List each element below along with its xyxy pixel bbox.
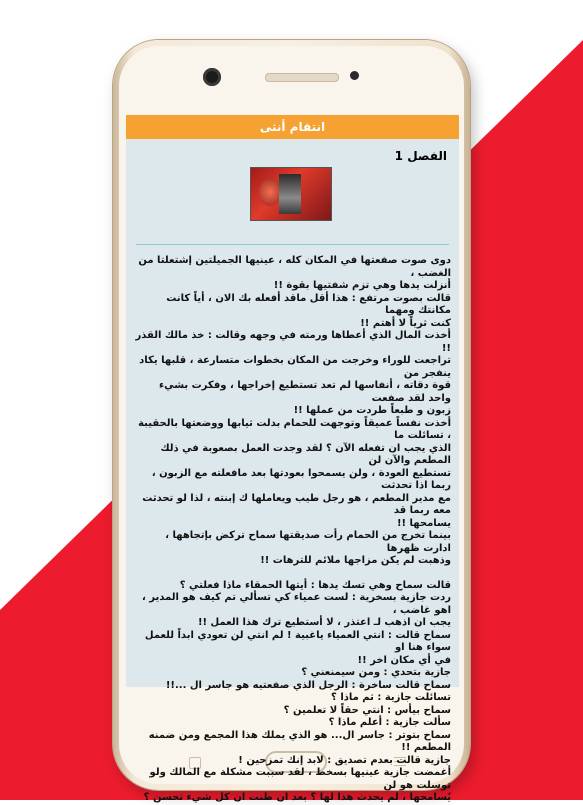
chapter-heading: الفصل 1 — [394, 149, 447, 163]
book-cover-image — [250, 167, 332, 221]
paragraph-gap — [134, 568, 451, 580]
cover-figure-art — [279, 174, 301, 214]
story-line: جازية بتحدي : ومن سيمنعني ؟ — [301, 667, 451, 678]
story-line: يُسامحها ، لم يحدث هذا لها ؟ بعد ان ظنت ان كل شيء تحسن ؟ — [143, 792, 451, 803]
story-line: سماح بيأس : انتي حقاً لا تعلمين ؟ — [283, 704, 451, 716]
story-line: سماح بتوتر : جاسر ال... هو الذي يملك هذا المجمع ومن ضمنه المطعم !! — [148, 729, 451, 753]
app-screen — [126, 115, 459, 803]
app-title: انتقام أنثى — [259, 120, 326, 134]
story-line: سماح قالت : انتي العمياء ياغبية ! لم انتي لن تعودي ابداً للعمل سواء هنا او — [144, 629, 451, 653]
reader-content[interactable] — [126, 139, 459, 803]
story-line: دوى صوت صفعتها في المكان كله ، عينيها الجميلتين إشتعلتا من الغضب ، — [138, 255, 451, 279]
proximity-sensor — [350, 71, 359, 80]
story-line: يجب ان اذهب لـ اعتذر ، لا أستطيع ترك هذا العمل !! — [197, 617, 451, 628]
story-line: جازية قالت بعدم تصديق : لابد إنك تمزحين ! — [238, 754, 451, 766]
story-line: تراجعت للوراء وخرجت من المكان بخطوات متسارعة ، قلبها يكاد ينفجر من — [139, 355, 451, 379]
story-text — [134, 255, 451, 805]
story-line: أنزلت يدها وهي تزم شفتيها بقوة !! — [273, 280, 451, 291]
story-line: أخذت نفساً عميقاً وتوجهت للحمام بدلت ثيابها ووضعتها بالحقيبة ، تسائلت ما — [138, 417, 451, 441]
front-camera-icon — [203, 68, 221, 86]
story-line: تسائلت جازية : ثم ماذا ؟ — [331, 692, 451, 703]
story-line: أخذت المال الذي أعطاها ورمته في وجهه وقالت : خذ مالك القذر !! — [135, 330, 451, 354]
divider-line — [136, 244, 449, 245]
story-line: كنت ثرياً لا أهتم !! — [360, 317, 451, 329]
story-line: الذي يجب ان تفعله الآن ؟ لقد وجدت العمل بصعوبة في ذلك المطعم والآن لن — [160, 442, 451, 466]
story-line: مع مدير المطعم ، هو رجل طيب ويعاملها ك إبنته ، لذا لو تحدثت معه ربما قد — [142, 492, 451, 516]
story-line: أغمضت جازية عينيها بسخط ، لقد سببت مشكلة مع المالك ولو توسلت هو لن — [149, 767, 451, 791]
story-line: قالت بصوت مرتفع : هذا أقل ماقد أفعله بك الان ، أياً كانت مكانتك ومهما — [166, 292, 451, 316]
story-line: يسامحها !! — [396, 517, 451, 529]
story-line: قالت سماح وهي تسك يدها : أيتها الحمقاء ماذا فعلتي ؟ — [179, 579, 451, 591]
story-line: تستطيع العودة ، ولن يسمحوا بعودتها بعد مافعلته مع الزبون ، ربما اذا تحدثت — [151, 467, 451, 491]
story-line: زبون و طبعاً طردت من عملها !! — [293, 405, 451, 416]
story-line: وذهبت لم يكن مزاجها ملائم للترهات !! — [260, 555, 451, 566]
story-line: ردت جازية بسخرية : لست عمياء كي تسألي تم كيف هو المدير ، اهو غاضب ، — [142, 592, 451, 616]
earpiece-speaker — [265, 73, 339, 82]
story-line: في أي مكان اخر !! — [357, 654, 451, 666]
story-line: سألت جازية : أعلم ماذا ؟ — [328, 717, 451, 728]
story-line: بينما تخرج من الحمام رأت صديقتها سماح تركض بإتجاهها ، ادارت ظهرها — [165, 530, 451, 554]
app-title-bar — [126, 115, 459, 139]
story-line: قوة دقاته ، أنفاسها لم تعد تستطيع إخراجها ، وفكرت بشيء واحد لقد صفعت — [158, 380, 451, 404]
story-line: سماح قالت ساخرة : الرجل الذي صفعتيه هو جاسر ال ...!! — [165, 679, 451, 691]
cover-face-art — [259, 178, 281, 206]
